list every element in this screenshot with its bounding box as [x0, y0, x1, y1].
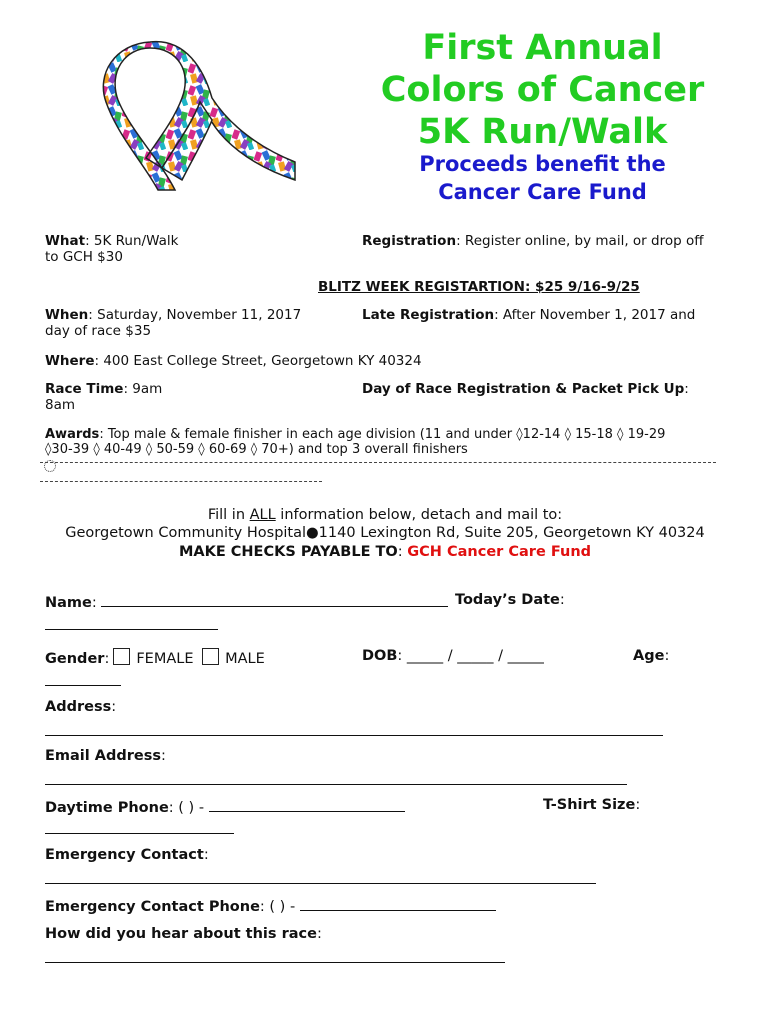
hear-about-field[interactable] — [45, 948, 505, 963]
detach-line — [40, 462, 716, 463]
age-field[interactable] — [45, 671, 121, 686]
mail-instructions: Fill in ALL information below, detach and mail to: — [207, 507, 563, 523]
emergency-phone-row: Emergency Contact Phone: ( ) - — [45, 896, 496, 915]
mail-address: Georgetown Community Hospital●1140 Lexington Rd, Suite 205, Georgetown KY 40324 — [65, 525, 705, 541]
tshirt-row: T-Shirt Size: — [543, 797, 641, 813]
gender-row: Gender: FEMALE MALE — [45, 648, 265, 667]
address-row: Address: — [45, 699, 117, 715]
email-row: Email Address: — [45, 748, 166, 764]
when-info: When: Saturday, November 11, 2017 day of race $35 — [45, 307, 302, 339]
email-field[interactable] — [45, 770, 627, 785]
blitz-week: BLITZ WEEK REGISTARTION: $25 9/16-9/25 — [318, 279, 640, 295]
address-field[interactable] — [45, 721, 663, 736]
day-of-race-info: Day of Race Registration & Packet Pick Up: — [362, 381, 689, 397]
where-info: Where: 400 East College Street, Georgetown KY 40324 — [45, 353, 422, 369]
dob-row[interactable]: DOB: _____ / _____ / _____ — [362, 648, 544, 664]
female-checkbox[interactable] — [113, 648, 130, 665]
cancer-ribbon-logo — [100, 40, 300, 190]
scissors-icon — [44, 460, 56, 472]
male-checkbox[interactable] — [202, 648, 219, 665]
what-info: What: 5K Run/Walk to GCH $30 — [45, 233, 179, 265]
todays-date-field[interactable] — [45, 615, 218, 630]
emergency-contact-field[interactable] — [45, 869, 596, 884]
tshirt-field[interactable] — [45, 819, 234, 834]
race-time-info: Race Time: 9am 8am — [45, 381, 163, 413]
detach-line-2 — [40, 481, 322, 482]
daytime-phone-row: Daytime Phone: ( ) - — [45, 797, 405, 816]
registration-info: Registration: Register online, by mail, or drop off — [362, 233, 704, 249]
age-row: Age: — [633, 648, 670, 664]
todays-date-row: Today’s Date: — [455, 592, 565, 608]
name-field[interactable] — [101, 592, 448, 607]
event-title: First Annual Colors of Cancer 5K Run/Walk — [380, 28, 705, 152]
hear-about-row: How did you hear about this race: — [45, 926, 322, 942]
awards-info: Awards: Top male & female finisher in each age division (11 and under ◊12-14 ◊ 15-18 ◊ 19-29 ◊30-39 ◊ 40-49 ◊ 50-59 ◊ 60-69 ◊ 70+) and top 3 overall finishers — [45, 427, 666, 457]
emergency-phone-field[interactable] — [300, 896, 496, 911]
event-subtitle: Proceeds benefit the Cancer Care Fund — [419, 152, 666, 204]
emergency-contact-row: Emergency Contact: — [45, 847, 209, 863]
checks-payable: MAKE CHECKS PAYABLE TO: GCH Cancer Care Fund — [178, 544, 592, 560]
name-row: Name: — [45, 592, 448, 611]
late-registration-info: Late Registration: After November 1, 2017 and — [362, 307, 696, 323]
daytime-phone-field[interactable] — [209, 797, 405, 812]
